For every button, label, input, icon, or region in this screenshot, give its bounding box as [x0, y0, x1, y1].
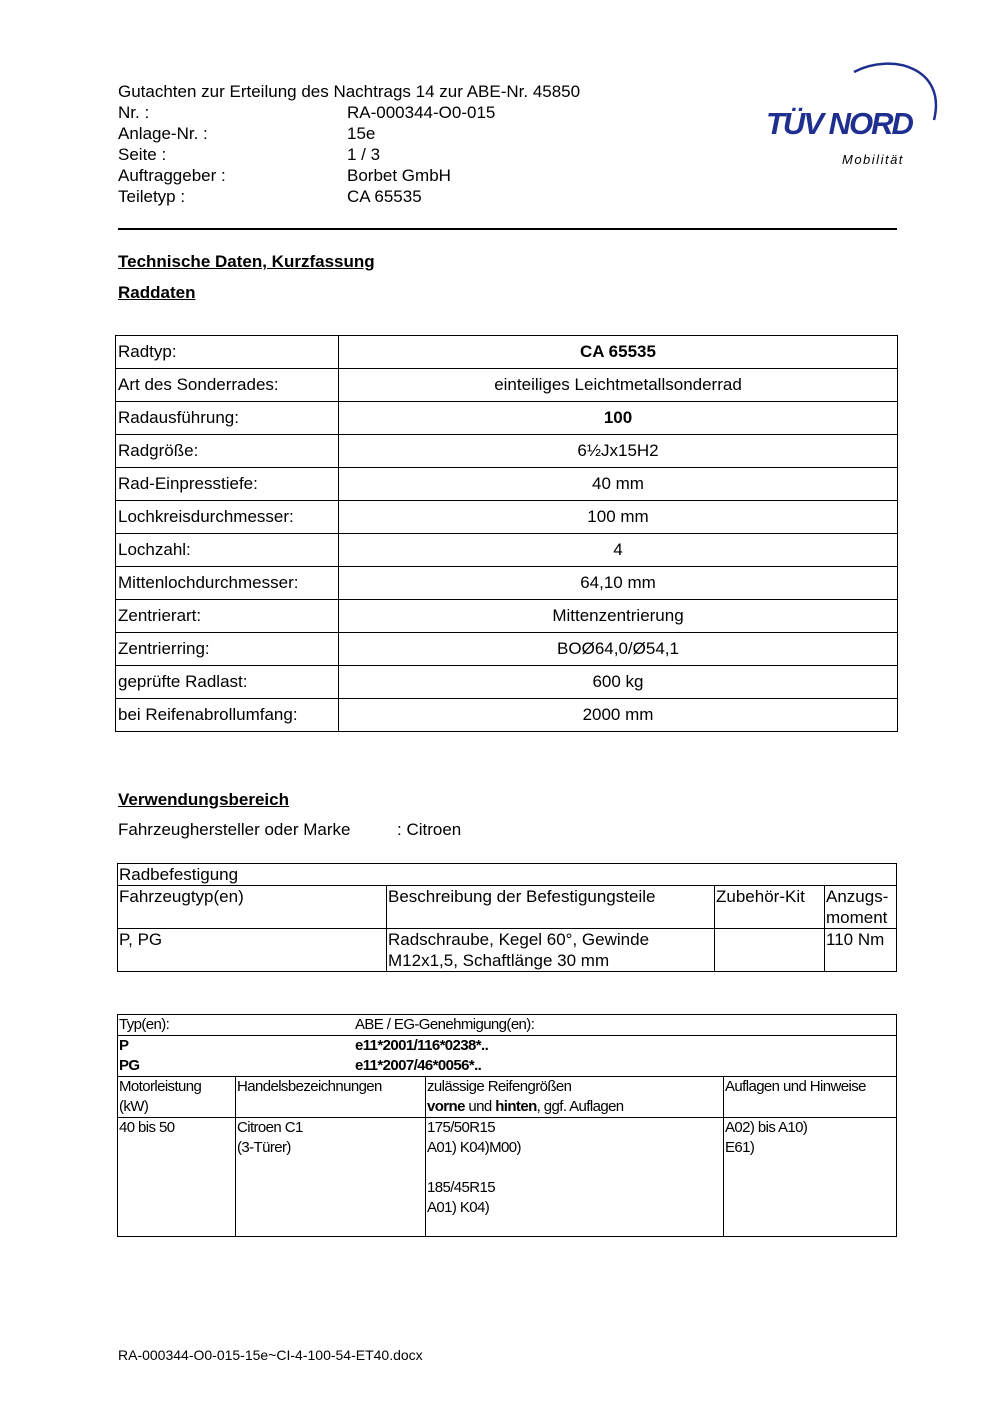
cell-power: 40 bis 50 — [118, 1118, 236, 1237]
row-label: Lochkreisdurchmesser: — [116, 501, 339, 534]
row-label: bei Reifenabrollumfang: — [116, 699, 339, 732]
maker-label: Fahrzeughersteller oder Marke — [118, 820, 351, 839]
cell-kit — [715, 929, 825, 972]
subsection-title: Raddaten — [118, 283, 196, 302]
approval-code: e11*2007/46*0056*.. — [355, 1057, 482, 1074]
header-vehicle: Fahrzeugtyp(en) — [118, 886, 387, 929]
row-label: Lochzahl: — [116, 534, 339, 567]
description-line: M12x1,5, Schaftlänge 30 mm — [388, 951, 610, 970]
cell-notes — [724, 1118, 897, 1237]
header-label: Nr. : — [118, 103, 150, 122]
header-notes: Auflagen und Hinweise — [724, 1077, 897, 1118]
row-value: 4 — [339, 534, 898, 567]
header-torque-line: moment — [826, 908, 888, 927]
table-row — [116, 369, 898, 402]
header-description: Beschreibung der Befestigungsteile — [387, 886, 715, 929]
row-value: 100 — [339, 402, 898, 435]
row-label: Rad-Einpresstiefe: — [116, 468, 339, 501]
maker-line — [118, 820, 462, 840]
row-label: Radtyp: — [116, 336, 339, 369]
type-code: P — [119, 1037, 129, 1054]
approval-code: e11*2001/116*0238*.. — [355, 1037, 489, 1054]
type-line — [119, 1056, 895, 1076]
mounting-title: Radbefestigung — [118, 864, 897, 886]
row-value: 40 mm — [339, 468, 898, 501]
table-row — [116, 600, 898, 633]
row-value: 2000 mm — [339, 699, 898, 732]
tuv-nord-logo — [762, 58, 942, 170]
logo-text: TÜV NORD — [766, 106, 912, 141]
footer-filename: RA-000344-O0-015-15e~CI-4-100-54-ET40.docx — [118, 1347, 423, 1363]
table-row — [116, 666, 898, 699]
table-row — [116, 435, 898, 468]
row-label: Zentrierart: — [116, 600, 339, 633]
tyre-notes: A01) K04)M00) — [427, 1139, 521, 1156]
header-divider — [118, 228, 897, 230]
table-row — [118, 1015, 897, 1036]
note-line: E61) — [725, 1139, 755, 1156]
header-value: RA-000344-O0-015 — [347, 103, 496, 122]
rest-label: , ggf. Auflagen — [536, 1098, 624, 1115]
table-row — [116, 534, 898, 567]
types-list — [118, 1036, 897, 1077]
header-kit: Zubehör-Kit — [715, 886, 825, 929]
header-line: zulässige Reifengrößen — [427, 1078, 572, 1095]
table-row — [116, 567, 898, 600]
mounting-table — [117, 863, 897, 972]
table-row — [116, 468, 898, 501]
types-label: Typ(en): — [119, 1016, 170, 1033]
header-torque — [825, 886, 897, 929]
header-line: Motorleistung — [119, 1078, 202, 1095]
table-row — [116, 699, 898, 732]
header-label: Teiletyp : — [118, 187, 186, 206]
row-value: CA 65535 — [339, 336, 898, 369]
trade-line: Citroen C1 — [237, 1119, 303, 1136]
types-table — [117, 1014, 897, 1237]
table-row — [118, 886, 897, 929]
header-label: Anlage-Nr. : — [118, 124, 208, 143]
table-row — [116, 633, 898, 666]
cell-torque: 110 Nm — [825, 929, 897, 972]
row-value: einteiliges Leichtmetallsonderrad — [339, 369, 898, 402]
table-row — [116, 402, 898, 435]
tyre-size: 185/45R15 — [427, 1179, 495, 1196]
logo-subtitle: Mobilität — [842, 152, 904, 167]
description-line: Radschraube, Kegel 60°, Gewinde — [388, 930, 650, 949]
header-power — [118, 1077, 236, 1118]
row-value: 64,10 mm — [339, 567, 898, 600]
header-value: Borbet GmbH — [347, 166, 451, 185]
table-row — [118, 1036, 897, 1077]
row-value: BOØ64,0/Ø54,1 — [339, 633, 898, 666]
row-label: Radausführung: — [116, 402, 339, 435]
row-value: Mittenzentrierung — [339, 600, 898, 633]
maker-value: : Citroen — [397, 820, 462, 839]
header-label: Auftraggeber : — [118, 166, 226, 185]
tyre-size: 175/50R15 — [427, 1119, 495, 1136]
wheel-data-table — [115, 335, 898, 732]
table-row — [118, 1118, 897, 1237]
header-value: CA 65535 — [347, 187, 422, 206]
header-line: (kW) — [119, 1098, 149, 1115]
row-value: 6½Jx15H2 — [339, 435, 898, 468]
row-label: Radgröße: — [116, 435, 339, 468]
header-value: 1 / 3 — [347, 145, 381, 164]
trade-line: (3-Türer) — [237, 1139, 291, 1156]
header-torque-line: Anzugs- — [826, 887, 889, 906]
cell-tyres — [426, 1118, 724, 1237]
table-row — [118, 864, 897, 886]
header-value: 15e — [347, 124, 376, 143]
table-row — [116, 336, 898, 369]
type-code: PG — [119, 1057, 140, 1074]
table-row — [116, 501, 898, 534]
front-label: vorne — [427, 1098, 465, 1115]
rear-label: hinten — [495, 1098, 537, 1115]
approval-label: ABE / EG-Genehmigung(en): — [355, 1016, 535, 1033]
header-label: Seite : — [118, 145, 167, 164]
table-row — [118, 1077, 897, 1118]
row-value: 100 mm — [339, 501, 898, 534]
usage-title: Verwendungsbereich — [118, 790, 289, 809]
cell-trade-names — [236, 1118, 426, 1237]
and-label: und — [464, 1098, 496, 1115]
table-row — [118, 929, 897, 972]
row-label: geprüfte Radlast: — [116, 666, 339, 699]
row-label: Mittenlochdurchmesser: — [116, 567, 339, 600]
spacer — [427, 1158, 722, 1178]
types-header — [118, 1015, 897, 1036]
row-value: 600 kg — [339, 666, 898, 699]
document-title: Gutachten zur Erteilung des Nachtrags 14 zur ABE-Nr. 45850 — [118, 82, 581, 101]
type-line — [119, 1036, 895, 1056]
header-line — [427, 1097, 722, 1117]
tyre-notes: A01) K04) — [427, 1199, 490, 1216]
note-line: A02) bis A10) — [725, 1119, 808, 1136]
cell-vehicle: P, PG — [118, 929, 387, 972]
row-label: Zentrierring: — [116, 633, 339, 666]
row-label: Art des Sonderrades: — [116, 369, 339, 402]
section-title: Technische Daten, Kurzfassung — [118, 252, 375, 271]
header-trade-names: Handelsbezeichnungen — [236, 1077, 426, 1118]
header-tyres — [426, 1077, 724, 1118]
cell-description — [387, 929, 715, 972]
